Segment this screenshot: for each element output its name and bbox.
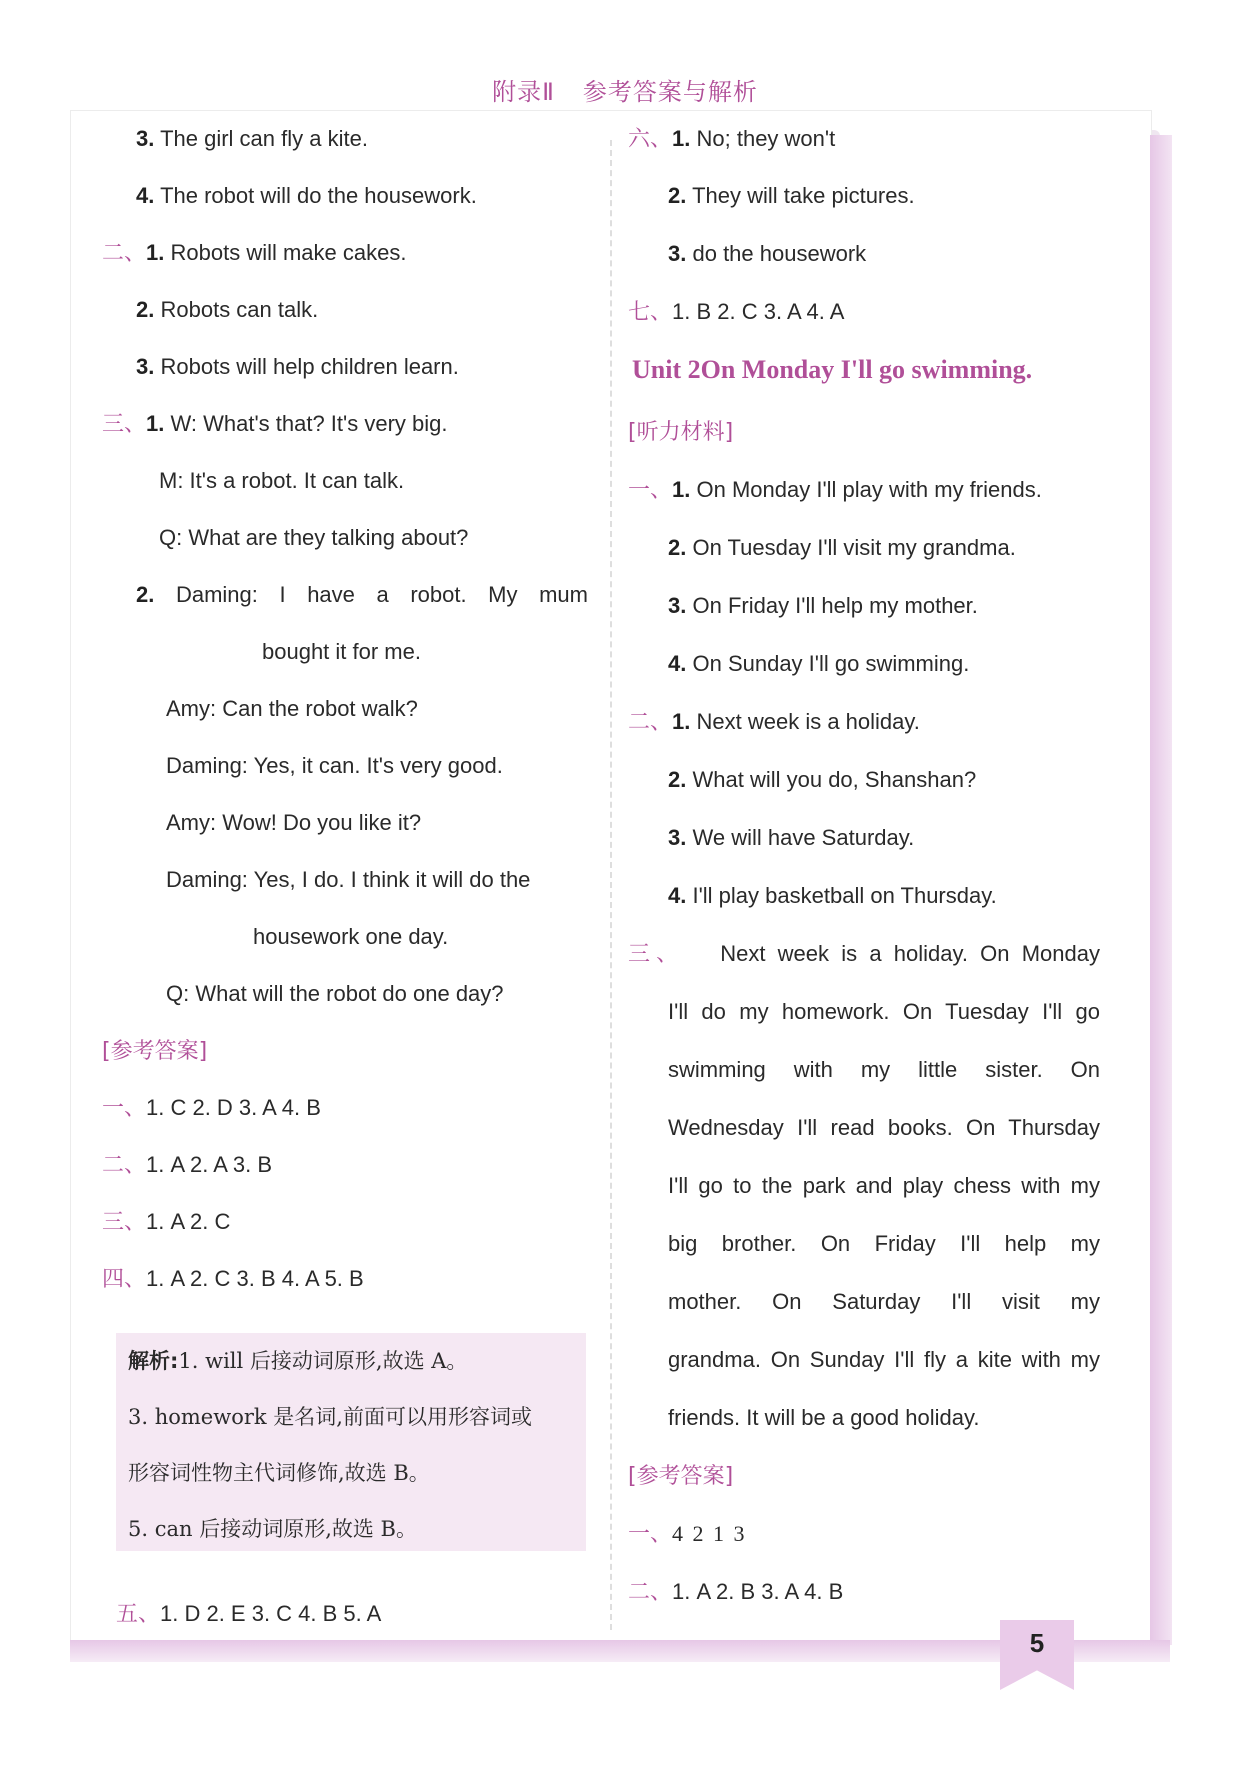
header-title: 参考答案与解析 bbox=[582, 78, 758, 106]
analysis-line: 5. can 后接动词原形,故选 B。 bbox=[128, 1517, 417, 1541]
analysis-label: 解析: bbox=[128, 1349, 179, 1373]
unit-title: Unit 2On Monday I'll go swimming. bbox=[632, 355, 1033, 384]
list-item: 4. On Sunday I'll go swimming. bbox=[668, 651, 970, 676]
list-item: 3. We will have Saturday. bbox=[668, 825, 915, 850]
answers-heading: [参考答案] bbox=[102, 1039, 208, 1064]
passage-line: swimming with my little sister. On bbox=[668, 1057, 1100, 1082]
list-item: 3. On Friday I'll help my mother. bbox=[668, 593, 978, 618]
dialogue-line: Q: What are they talking about? bbox=[159, 525, 469, 550]
dialogue-line: Daming: Yes, I do. I think it will do the bbox=[166, 867, 531, 892]
passage-line: grandma. On Sunday I'll fly a kite with my bbox=[668, 1347, 1100, 1372]
answer-row: 四、1. A 2. C 3. B 4. A 5. B bbox=[102, 1266, 364, 1292]
running-header bbox=[0, 72, 1250, 107]
list-item: 二、1. Robots will make cakes. bbox=[102, 240, 407, 266]
passage-line: I'll do my homework. On Tuesday I'll go bbox=[668, 999, 1100, 1024]
list-item: 4. The robot will do the housework. bbox=[136, 183, 477, 208]
section-marker: 六、 bbox=[628, 127, 673, 152]
dialogue-line: housework one day. bbox=[253, 924, 449, 949]
analysis-line: 3. homework 是名词,前面可以用形容词或 bbox=[128, 1405, 532, 1429]
answer-row: 一、4 2 1 3 bbox=[628, 1521, 747, 1547]
passage-line: friends. It will be a good holiday. bbox=[668, 1405, 980, 1430]
list-item: 2. What will you do, Shanshan? bbox=[668, 767, 977, 792]
list-item: 3. The girl can fly a kite. bbox=[136, 126, 368, 151]
column-divider bbox=[610, 140, 612, 1630]
page-number: 5 bbox=[1029, 1628, 1045, 1658]
list-item: 4. I'll play basketball on Thursday. bbox=[668, 883, 997, 908]
section-marker: 二、 bbox=[102, 241, 147, 266]
list-item: 二、1. Next week is a holiday. bbox=[628, 709, 920, 735]
passage-line: mother. On Saturday I'll visit my bbox=[668, 1289, 1100, 1314]
answer-row: 七、1. B 2. C 3. A 4. A bbox=[628, 299, 845, 325]
answer-row: 三、1. A 2. C bbox=[102, 1209, 231, 1235]
passage-line: Wednesday I'll read books. On Thursday bbox=[668, 1115, 1100, 1140]
dialogue-line: Daming: Yes, it can. It's very good. bbox=[166, 753, 503, 778]
analysis-line: 解析:1. will 后接动词原形,故选 A。 bbox=[128, 1349, 468, 1373]
right-column bbox=[628, 123, 1108, 1634]
dialogue-line: Amy: Can the robot walk? bbox=[166, 696, 418, 721]
dialogue-line: Q: What will the robot do one day? bbox=[166, 981, 504, 1006]
header-appendix: 附录Ⅱ bbox=[492, 78, 555, 106]
listening-heading: [听力材料] bbox=[628, 420, 734, 445]
section-marker: 三、 bbox=[102, 412, 147, 437]
dialogue-line: 2. Daming: I have a robot. My mum bbox=[136, 582, 588, 607]
list-item: 2. Robots can talk. bbox=[136, 297, 319, 322]
answer-row: 二、1. A 2. A 3. B bbox=[102, 1152, 272, 1178]
dialogue-line: M: It's a robot. It can talk. bbox=[159, 468, 405, 493]
analysis-line: 形容词性物主代词修饰,故选 B。 bbox=[128, 1461, 430, 1485]
answers-heading: [参考答案] bbox=[628, 1464, 734, 1489]
left-column bbox=[102, 123, 596, 1320]
answer-row: 五、1. D 2. E 3. C 4. B 5. A bbox=[116, 1601, 382, 1627]
dialogue-line: Amy: Wow! Do you like it? bbox=[166, 810, 422, 835]
analysis-box bbox=[116, 1333, 586, 1551]
list-item: 3. do the housework bbox=[668, 241, 867, 266]
list-item: 3. Robots will help children learn. bbox=[136, 354, 459, 379]
list-item: 六、1. No; they won't bbox=[628, 126, 836, 152]
dialogue-line: bought it for me. bbox=[262, 639, 421, 664]
list-item: 2. They will take pictures. bbox=[668, 183, 915, 208]
list-item: 三、1. W: What's that? It's very big. bbox=[102, 411, 448, 437]
passage-line: 三、 Next week is a holiday. On Monday bbox=[628, 941, 1100, 967]
passage-line: I'll go to the park and play chess with my bbox=[668, 1173, 1100, 1198]
answer-row: 二、1. A 2. B 3. A 4. B bbox=[628, 1579, 844, 1605]
decorative-side-band bbox=[1150, 135, 1172, 1645]
list-item: 一、1. On Monday I'll play with my friends. bbox=[628, 477, 1042, 503]
answer-row: 一、1. C 2. D 3. A 4. B bbox=[102, 1095, 321, 1121]
passage-line: big brother. On Friday I'll help my bbox=[668, 1231, 1100, 1256]
list-item: 2. On Tuesday I'll visit my grandma. bbox=[668, 535, 1016, 560]
